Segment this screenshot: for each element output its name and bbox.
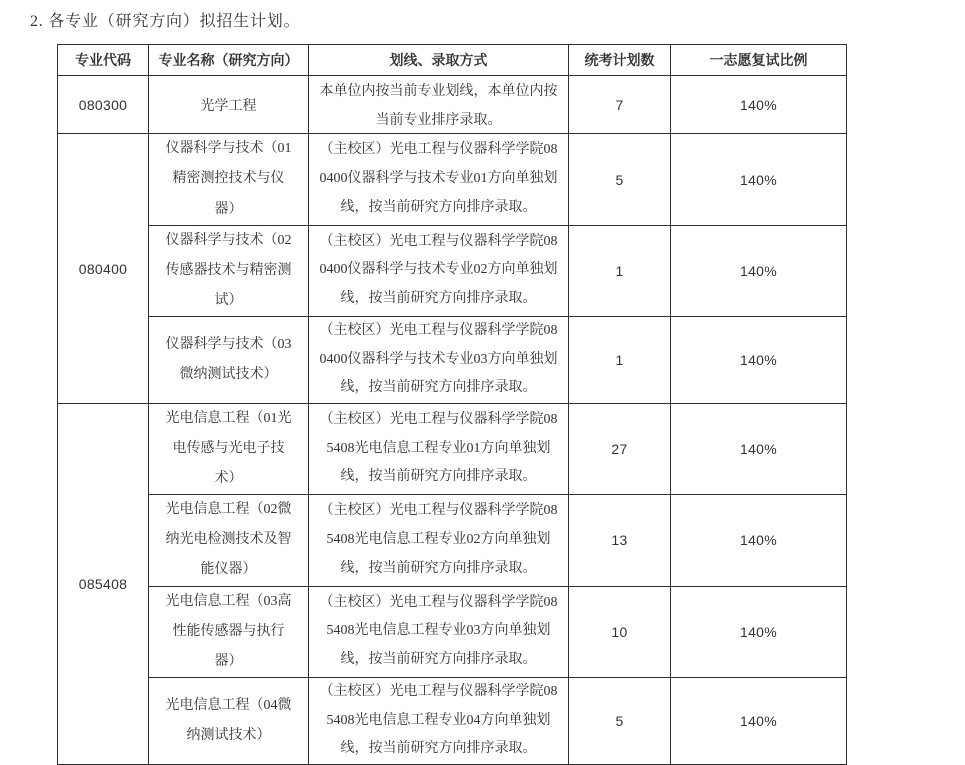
major-code-cell: 080300 xyxy=(58,76,149,134)
major-name-cell: 光学工程 xyxy=(149,76,309,134)
column-header-admission-method: 划线、录取方式 xyxy=(309,45,569,76)
plan-count-cell: 1 xyxy=(569,316,671,403)
plan-count-cell: 7 xyxy=(569,76,671,134)
table-row xyxy=(58,134,847,225)
major-name-cell: 光电信息工程（03高性能传感器与执行器） xyxy=(149,586,309,677)
retest-ratio-cell: 140% xyxy=(671,495,847,586)
admission-method-cell: （主校区）光电工程与仪器科学学院080400仪器科学与技术专业01方向单独划线，按当前研究方向排序录取。 xyxy=(309,134,569,225)
table-header-row xyxy=(58,45,847,76)
table-row xyxy=(58,404,847,495)
admissions-plan-table xyxy=(57,44,847,765)
retest-ratio-cell: 140% xyxy=(671,586,847,677)
column-header-major-code: 专业代码 xyxy=(58,45,149,76)
plan-count-cell: 10 xyxy=(569,586,671,677)
retest-ratio-cell: 140% xyxy=(671,76,847,134)
column-header-major-name: 专业名称（研究方向） xyxy=(149,45,309,76)
retest-ratio-cell: 140% xyxy=(671,134,847,225)
major-name-cell: 光电信息工程（02微纳光电检测技术及智能仪器） xyxy=(149,495,309,586)
table-row xyxy=(58,586,847,677)
retest-ratio-cell: 140% xyxy=(671,225,847,316)
plan-count-cell: 1 xyxy=(569,225,671,316)
retest-ratio-cell: 140% xyxy=(671,316,847,403)
table-row xyxy=(58,677,847,764)
major-name-cell: 仪器科学与技术（03微纳测试技术） xyxy=(149,316,309,403)
table-row xyxy=(58,76,847,134)
retest-ratio-cell: 140% xyxy=(671,404,847,495)
admission-method-cell: （主校区）光电工程与仪器科学学院085408光电信息工程专业04方向单独划线，按当前研究方向排序录取。 xyxy=(309,677,569,764)
plan-count-cell: 13 xyxy=(569,495,671,586)
column-header-plan-count: 统考计划数 xyxy=(569,45,671,76)
column-header-retest-ratio: 一志愿复试比例 xyxy=(671,45,847,76)
plan-count-cell: 5 xyxy=(569,134,671,225)
plan-count-cell: 5 xyxy=(569,677,671,764)
admission-method-cell: （主校区）光电工程与仪器科学学院085408光电信息工程专业02方向单独划线，按当前研究方向排序录取。 xyxy=(309,495,569,586)
admission-method-cell: （主校区）光电工程与仪器科学学院080400仪器科学与技术专业02方向单独划线，按当前研究方向排序录取。 xyxy=(309,225,569,316)
major-code-cell: 085408 xyxy=(58,404,149,765)
admission-method-cell: 本单位内按当前专业划线，本单位内按当前专业排序录取。 xyxy=(309,76,569,134)
plan-count-cell: 27 xyxy=(569,404,671,495)
major-name-cell: 光电信息工程（01光电传感与光电子技术） xyxy=(149,404,309,495)
table-row xyxy=(58,495,847,586)
table-row xyxy=(58,316,847,403)
major-name-cell: 光电信息工程（04微纳测试技术） xyxy=(149,677,309,764)
admission-method-cell: （主校区）光电工程与仪器科学学院085408光电信息工程专业01方向单独划线，按当前研究方向排序录取。 xyxy=(309,404,569,495)
major-name-cell: 仪器科学与技术（02传感器技术与精密测试） xyxy=(149,225,309,316)
retest-ratio-cell: 140% xyxy=(671,677,847,764)
admission-method-cell: （主校区）光电工程与仪器科学学院080400仪器科学与技术专业03方向单独划线，按当前研究方向排序录取。 xyxy=(309,316,569,403)
major-name-cell: 仪器科学与技术（01精密测控技术与仪器） xyxy=(149,134,309,225)
major-code-cell: 080400 xyxy=(58,134,149,404)
admission-method-cell: （主校区）光电工程与仪器科学学院085408光电信息工程专业03方向单独划线，按当前研究方向排序录取。 xyxy=(309,586,569,677)
section-title: 2. 各专业（研究方向）拟招生计划。 xyxy=(30,13,301,30)
table-row xyxy=(58,225,847,316)
